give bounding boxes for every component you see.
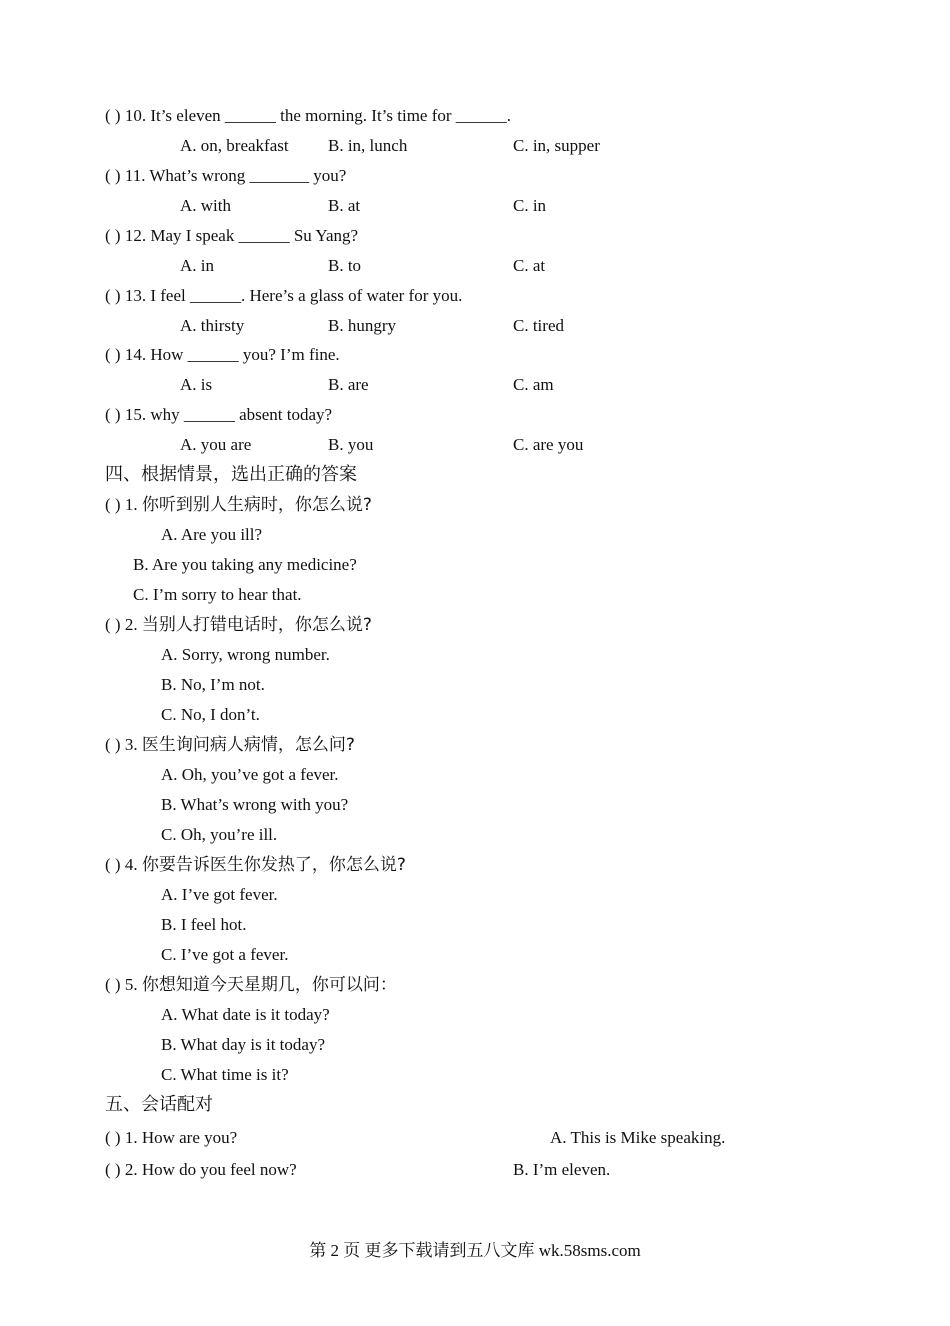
- q12-option-a: A. in: [180, 256, 214, 275]
- s4-q4-option-a: A. I’ve got fever.: [161, 885, 278, 904]
- s5-answer-a: A. This is Mike speaking.: [550, 1128, 726, 1147]
- q14-option-c: C. am: [513, 375, 554, 394]
- q11-option-b: B. at: [328, 196, 361, 215]
- q15-option-c: C. are you: [513, 435, 584, 454]
- q15-option-b: B. you: [328, 435, 374, 454]
- s4-q4: [105, 854, 406, 876]
- q10-option-c: C. in, supper: [513, 136, 600, 155]
- s4-q5: [105, 974, 397, 996]
- s4-q3-option-a: A. Oh, you’ve got a fever.: [161, 765, 339, 784]
- q11-stem: ( ) 11. What’s wrong _______ you?: [105, 166, 347, 185]
- s4-q2-option-a: A. Sorry, wrong number.: [161, 645, 330, 664]
- section-4-title: 四、根据情景，选出正确的答案: [105, 464, 357, 485]
- s4-q1-option-b: B. Are you taking any medicine?: [133, 555, 357, 574]
- s4-q2-option-c: C. No, I don’t.: [161, 705, 260, 724]
- q14-option-a: A. is: [180, 375, 213, 394]
- q10-option-b: B. in, lunch: [328, 136, 408, 155]
- s4-q2: [105, 614, 372, 636]
- q13-option-c: C. tired: [513, 316, 564, 335]
- s4-q4-number: ( ) 4.: [105, 855, 142, 874]
- s4-q4-prompt: 你要告诉医生你发热了，你怎么说?: [141, 855, 406, 875]
- s4-q3-number: ( ) 3.: [105, 735, 142, 754]
- q13-stem: ( ) 13. I feel ______. Here’s a glass of water for you.: [105, 286, 463, 305]
- s4-q2-number: ( ) 2.: [105, 615, 142, 634]
- q12-stem: ( ) 12. May I speak ______ Su Yang?: [105, 226, 359, 245]
- q15-stem: ( ) 15. why ______ absent today?: [105, 405, 333, 424]
- s4-q4-option-c: C. I’ve got a fever.: [161, 945, 289, 964]
- s4-q5-option-a: A. What date is it today?: [161, 1005, 330, 1024]
- q13-option-b: B. hungry: [328, 316, 396, 335]
- s4-q2-option-b: B. No, I’m not.: [161, 675, 265, 694]
- s4-q1-option-a: A. Are you ill?: [161, 525, 263, 544]
- s4-q3: [105, 734, 355, 756]
- s4-q1: [105, 494, 372, 516]
- s4-q2-prompt: 当别人打错电话时，你怎么说?: [141, 615, 372, 635]
- q13-option-a: A. thirsty: [180, 316, 245, 335]
- s5-q1: ( ) 1. How are you?: [105, 1128, 238, 1147]
- s4-q5-number: ( ) 5.: [105, 975, 142, 994]
- q15-option-a: A. you are: [180, 435, 252, 454]
- s4-q5-prompt: 你想知道今天星期几，你可以问：: [141, 975, 397, 995]
- section-5-title: 五、会话配对: [105, 1094, 213, 1115]
- s4-q3-option-c: C. Oh, you’re ill.: [161, 825, 278, 844]
- q14-stem: ( ) 14. How ______ you? I’m fine.: [105, 345, 340, 364]
- q14-option-b: B. are: [328, 375, 369, 394]
- s5-answer-b: B. I’m eleven.: [513, 1160, 611, 1179]
- s4-q1-number: ( ) 1.: [105, 495, 142, 514]
- s4-q5-option-c: C. What time is it?: [161, 1065, 289, 1084]
- s4-q3-prompt: 医生询问病人病情，怎么问?: [141, 735, 355, 755]
- q10-stem: ( ) 10. It’s eleven ______ the morning. It’s time for ______.: [105, 106, 512, 125]
- q12-option-c: C. at: [513, 256, 546, 275]
- page-footer: 第 2 页 更多下载请到五八文库 wk.58sms.com: [309, 1241, 641, 1260]
- s5-q2: ( ) 2. How do you feel now?: [105, 1160, 297, 1179]
- q11-option-a: A. with: [180, 196, 231, 215]
- s4-q3-option-b: B. What’s wrong with you?: [161, 795, 349, 814]
- q12-option-b: B. to: [328, 256, 362, 275]
- q11-option-c: C. in: [513, 196, 547, 215]
- s4-q4-option-b: B. I feel hot.: [161, 915, 247, 934]
- s4-q1-prompt: 你听到别人生病时，你怎么说?: [141, 495, 372, 515]
- s4-q5-option-b: B. What day is it today?: [161, 1035, 325, 1054]
- s4-q1-option-c: C. I’m sorry to hear that.: [133, 585, 302, 604]
- q10-option-a: A. on, breakfast: [180, 136, 289, 155]
